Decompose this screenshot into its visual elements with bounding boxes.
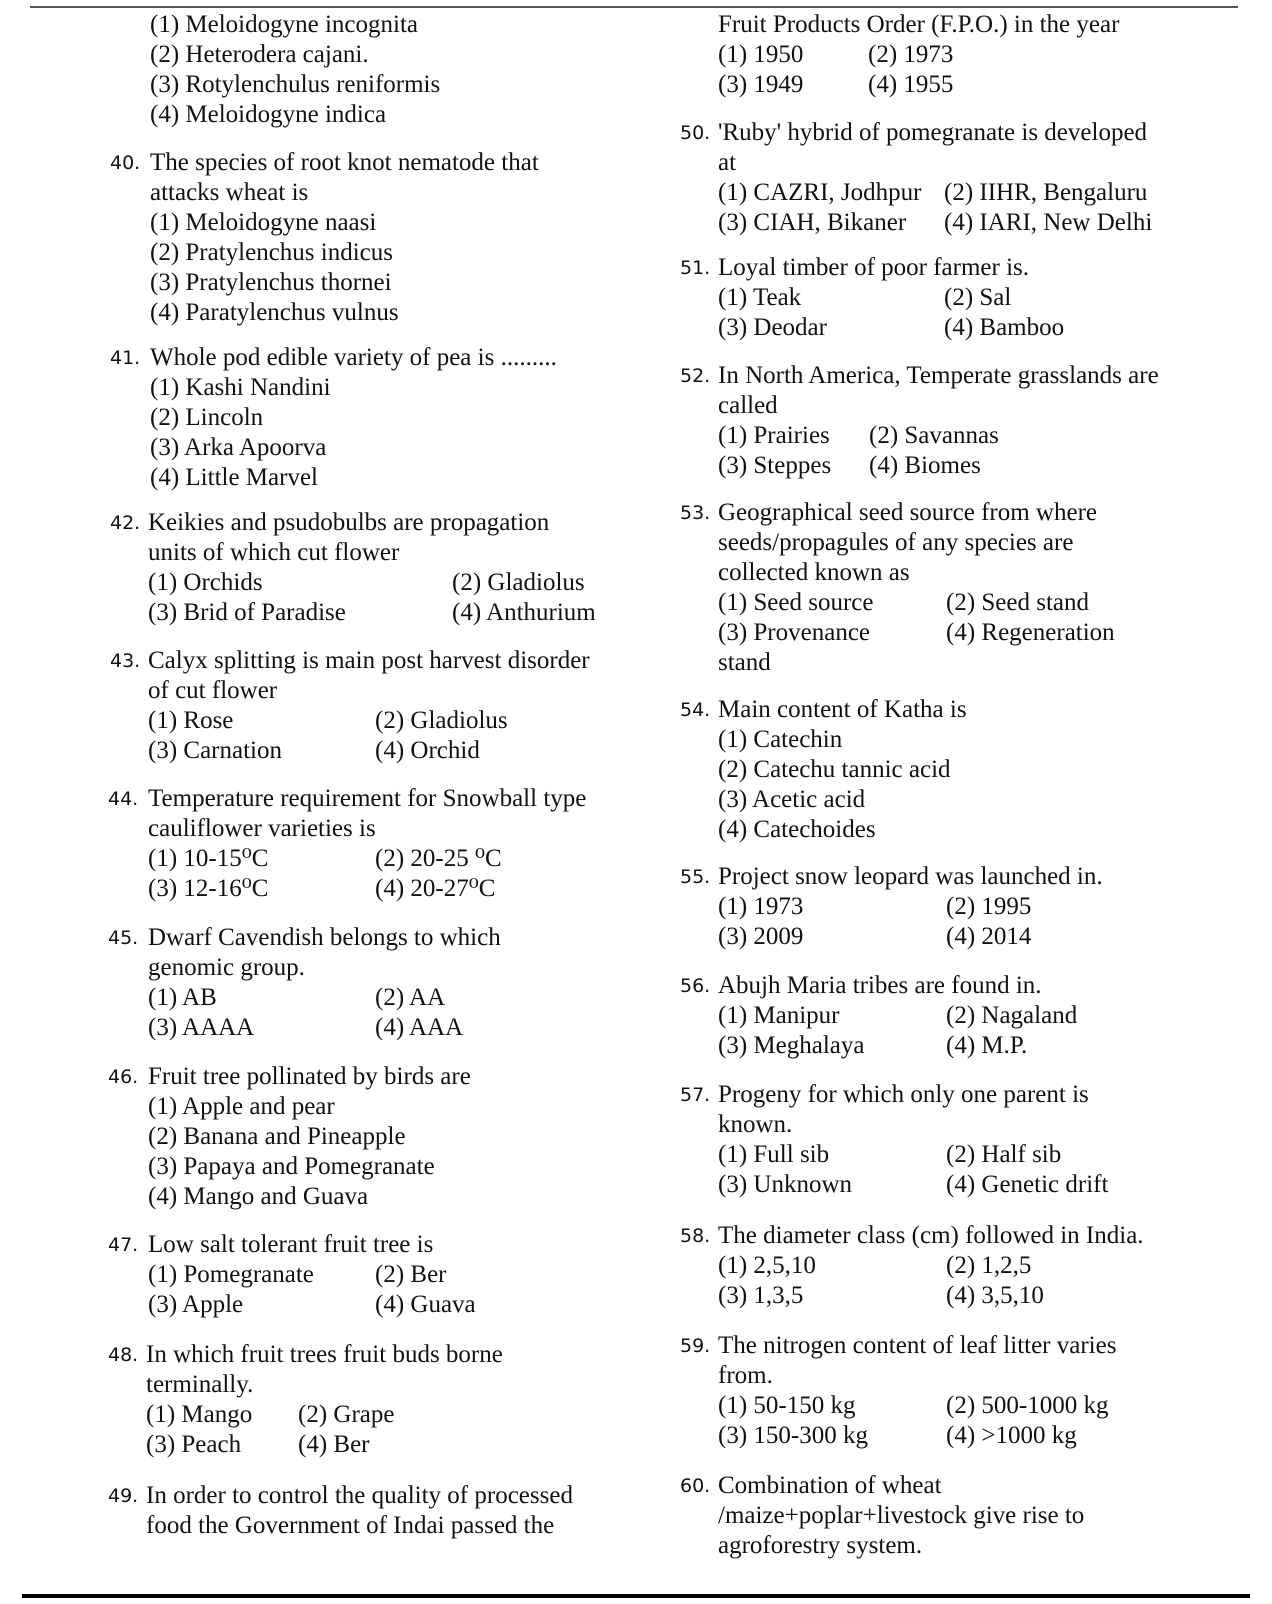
answer-option: (3) Rotylenchulus reniformis xyxy=(150,71,441,98)
question-number: 56. xyxy=(680,975,711,997)
question-text: agroforestry system. xyxy=(718,1532,923,1559)
question-text: The species of root knot nematode that xyxy=(150,149,539,176)
question-text: Geographical seed source from where xyxy=(718,499,1097,526)
question-number: 45. xyxy=(108,927,139,949)
answer-option: (4) Bamboo xyxy=(944,314,1065,341)
question-text: cauliflower varieties is xyxy=(148,815,376,842)
question-number: 49. xyxy=(108,1485,139,1507)
question-text: terminally. xyxy=(146,1371,254,1398)
answer-option: (1) Catechin xyxy=(718,726,843,753)
answer-option: (2) IIHR, Bengaluru xyxy=(944,179,1148,206)
question-text: units of which cut flower xyxy=(148,539,400,566)
question-text: of cut flower xyxy=(148,677,278,704)
question-text: from. xyxy=(718,1362,773,1389)
question-text: The nitrogen content of leaf litter varies xyxy=(718,1332,1117,1359)
answer-option: (1) Full sib xyxy=(718,1141,830,1168)
answer-option: (4) M.P. xyxy=(946,1032,1028,1059)
answer-option: (3) Acetic acid xyxy=(718,786,866,813)
question-text: /maize+poplar+livestock give rise to xyxy=(718,1502,1085,1529)
answer-option: (4) Little Marvel xyxy=(150,464,318,491)
answer-option: (2) Lincoln xyxy=(150,404,264,431)
question-text: Dwarf Cavendish belongs to which xyxy=(148,924,501,951)
question-text: Low salt tolerant fruit tree is xyxy=(148,1231,434,1258)
question-text: In order to control the quality of processed xyxy=(146,1482,573,1509)
answer-option: (4) Regeneration xyxy=(946,619,1115,646)
answer-option: (2) Heterodera cajani. xyxy=(150,41,369,68)
answer-option: (3) AAAA xyxy=(148,1014,255,1041)
answer-option: (3) 1,3,5 xyxy=(718,1282,804,1309)
answer-option: (4) Mango and Guava xyxy=(148,1183,369,1210)
answer-option: (2) 20-25 ⁰C xyxy=(375,845,502,872)
question-text: Abujh Maria tribes are found in. xyxy=(718,972,1042,999)
question-text: Keikies and psudobulbs are propagation xyxy=(148,509,550,536)
answer-option: (2) Nagaland xyxy=(946,1002,1078,1029)
question-number: 42. xyxy=(110,512,141,534)
answer-option: (2) Gladiolus xyxy=(452,569,585,596)
answer-option: (4) Orchid xyxy=(375,737,480,764)
top-rule xyxy=(30,6,1238,8)
answer-option: (4) 2014 xyxy=(946,923,1032,950)
question-number: 53. xyxy=(680,502,711,524)
question-text: Fruit tree pollinated by birds are xyxy=(148,1063,471,1090)
answer-option: (4) Biomes xyxy=(869,452,981,479)
answer-option: (2) Savannas xyxy=(869,422,999,449)
answer-option: (1) 1973 xyxy=(718,893,804,920)
answer-option: (4) Paratylenchus vulnus xyxy=(150,299,399,326)
answer-option: (1) 50-150 kg xyxy=(718,1392,856,1419)
answer-option: (1) Meloidogyne incognita xyxy=(150,11,418,38)
answer-option: (2) Grape xyxy=(298,1401,395,1428)
answer-option: (1) Mango xyxy=(146,1401,253,1428)
answer-option: (1) 2,5,10 xyxy=(718,1252,816,1279)
question-number: 46. xyxy=(108,1066,139,1088)
question-number: 47. xyxy=(108,1234,139,1256)
answer-option: (4) IARI, New Delhi xyxy=(944,209,1153,236)
question-text: In which fruit trees fruit buds borne xyxy=(146,1341,503,1368)
answer-option: (1) Pomegranate xyxy=(148,1261,314,1288)
answer-option: (3) Papaya and Pomegranate xyxy=(148,1153,435,1180)
answer-option: (3) 12-16⁰C xyxy=(148,875,269,902)
answer-option: (1) CAZRI, Jodhpur xyxy=(718,179,922,206)
answer-option: (3) Unknown xyxy=(718,1171,853,1198)
answer-option: (4) Genetic drift xyxy=(946,1171,1109,1198)
answer-option: (2) Half sib xyxy=(946,1141,1062,1168)
answer-option: (3) Brid of Paradise xyxy=(148,599,346,626)
answer-option: (3) Peach xyxy=(146,1431,242,1458)
question-number: 48. xyxy=(108,1344,139,1366)
question-number: 60. xyxy=(680,1475,711,1497)
answer-option: (3) 1949 xyxy=(718,71,804,98)
question-text: known. xyxy=(718,1111,793,1138)
question-number: 58. xyxy=(680,1225,711,1247)
answer-option: (1) 1950 xyxy=(718,41,804,68)
answer-option: (4) Anthurium xyxy=(452,599,596,626)
answer-option: (3) Carnation xyxy=(148,737,282,764)
answer-option: (2) Gladiolus xyxy=(375,707,508,734)
answer-option: (2) 1,2,5 xyxy=(946,1252,1032,1279)
answer-option: (2) 1995 xyxy=(946,893,1032,920)
question-text: Temperature requirement for Snowball type xyxy=(148,785,587,812)
answer-option: (1) Teak xyxy=(718,284,802,311)
answer-option: (3) Apple xyxy=(148,1291,244,1318)
question-number: 51. xyxy=(680,257,711,279)
answer-option: (3) CIAH, Bikaner xyxy=(718,209,907,236)
answer-option: (1) Apple and pear xyxy=(148,1093,335,1120)
answer-option: (2) 500-1000 kg xyxy=(946,1392,1109,1419)
answer-option: (4) Ber xyxy=(298,1431,370,1458)
answer-option: (4) >1000 kg xyxy=(946,1422,1077,1449)
question-text: The diameter class (cm) followed in India. xyxy=(718,1222,1144,1249)
answer-option: (2) AA xyxy=(375,984,446,1011)
answer-option: (3) Meghalaya xyxy=(718,1032,865,1059)
question-text: Loyal timber of poor farmer is. xyxy=(718,254,1030,281)
question-text: Project snow leopard was launched in. xyxy=(718,863,1103,890)
answer-option: (3) Provenance xyxy=(718,619,871,646)
answer-option: (1) Rose xyxy=(148,707,234,734)
answer-option: (1) Prairies xyxy=(718,422,830,449)
answer-option: (2) 1973 xyxy=(868,41,954,68)
option-continuation: stand xyxy=(718,649,771,676)
question-text: Calyx splitting is main post harvest disorder xyxy=(148,647,590,674)
answer-option: (2) Banana and Pineapple xyxy=(148,1123,406,1150)
answer-option: (4) 3,5,10 xyxy=(946,1282,1044,1309)
question-text: Combination of wheat xyxy=(718,1472,942,1499)
question-text: 'Ruby' hybrid of pomegranate is developed xyxy=(718,119,1148,146)
answer-option: (4) Catechoides xyxy=(718,816,876,843)
answer-option: (2) Ber xyxy=(375,1261,447,1288)
answer-option: (3) Deodar xyxy=(718,314,827,341)
question-number: 54. xyxy=(680,699,711,721)
answer-option: (3) 2009 xyxy=(718,923,804,950)
question-number: 52. xyxy=(680,365,711,387)
answer-option: (3) Steppes xyxy=(718,452,832,479)
question-number: 43. xyxy=(110,650,141,672)
question-number: 40. xyxy=(110,152,141,174)
question-number: 55. xyxy=(680,866,711,888)
bottom-rule xyxy=(22,1594,1250,1598)
answer-option: (4) Meloidogyne indica xyxy=(150,101,387,128)
answer-option: (1) Meloidogyne naasi xyxy=(150,209,377,236)
answer-option: (1) AB xyxy=(148,984,217,1011)
question-text: Fruit Products Order (F.P.O.) in the year xyxy=(718,11,1120,38)
answer-option: (1) Kashi Nandini xyxy=(150,374,331,401)
answer-option: (2) Sal xyxy=(944,284,1012,311)
answer-option: (1) Seed source xyxy=(718,589,874,616)
question-text: called xyxy=(718,392,778,419)
answer-option: (1) 10-15⁰C xyxy=(148,845,269,872)
question-number: 41. xyxy=(110,347,141,369)
question-number: 44. xyxy=(108,788,139,810)
question-number: 59. xyxy=(680,1335,711,1357)
answer-option: (2) Seed stand xyxy=(946,589,1090,616)
answer-option: (3) 150-300 kg xyxy=(718,1422,868,1449)
answer-option: (4) Guava xyxy=(375,1291,476,1318)
question-text: Progeny for which only one parent is xyxy=(718,1081,1089,1108)
question-text: genomic group. xyxy=(148,954,305,981)
question-text: attacks wheat is xyxy=(150,179,309,206)
answer-option: (1) Orchids xyxy=(148,569,263,596)
answer-option: (2) Catechu tannic acid xyxy=(718,756,951,783)
question-text: seeds/propagules of any species are xyxy=(718,529,1074,556)
question-text: collected known as xyxy=(718,559,910,586)
answer-option: (4) 1955 xyxy=(868,71,954,98)
question-text: at xyxy=(718,149,737,176)
answer-option: (3) Arka Apoorva xyxy=(150,434,327,461)
question-number: 57. xyxy=(680,1084,711,1106)
answer-option: (4) AAA xyxy=(375,1014,464,1041)
answer-option: (4) 20-27⁰C xyxy=(375,875,496,902)
answer-option: (1) Manipur xyxy=(718,1002,840,1029)
question-number: 50. xyxy=(680,122,711,144)
question-text: Whole pod edible variety of pea is ......... xyxy=(150,344,557,371)
answer-option: (3) Pratylenchus thornei xyxy=(150,269,392,296)
answer-option: (2) Pratylenchus indicus xyxy=(150,239,394,266)
question-text: food the Government of Indai passed the xyxy=(146,1512,555,1539)
question-text: In North America, Temperate grasslands are xyxy=(718,362,1159,389)
question-text: Main content of Katha is xyxy=(718,696,967,723)
